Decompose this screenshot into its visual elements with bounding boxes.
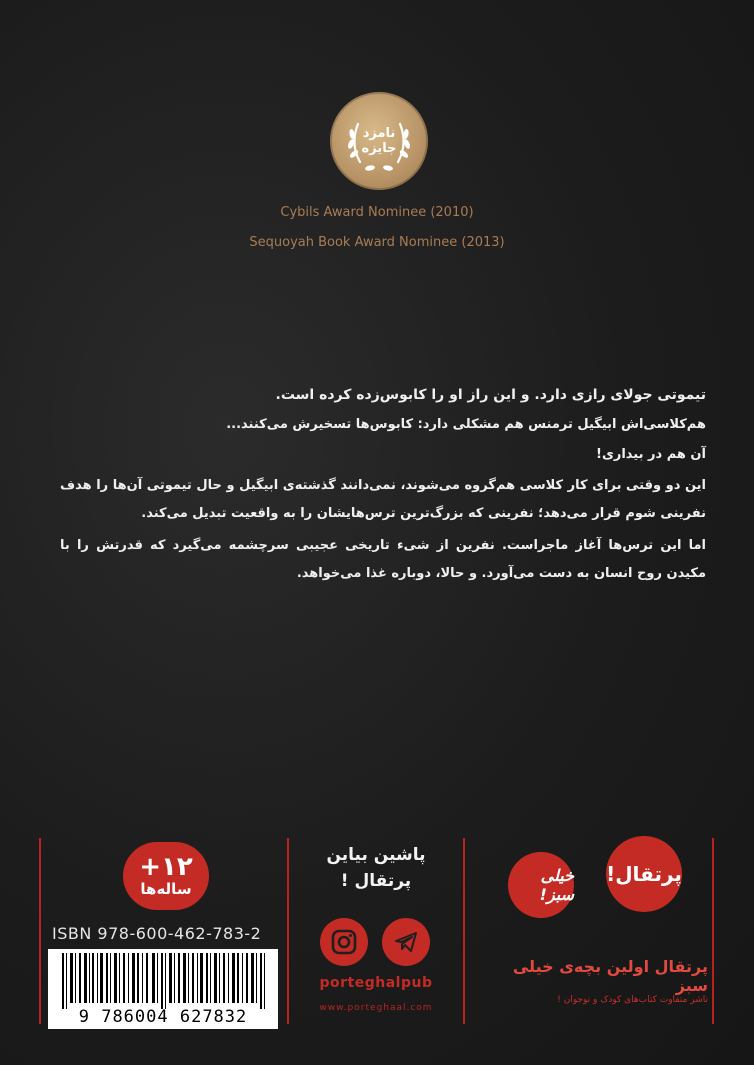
panel-divider: [712, 838, 714, 1024]
book-blurb: [60, 384, 706, 588]
publisher-note: ناشر متفاوت کتاب‌های کودک و نوجوان !: [557, 995, 708, 1005]
award-badge: [330, 92, 428, 190]
award-badge-line2: جایزه: [361, 141, 397, 156]
barcode-digits: 9 786004 627832: [78, 1007, 248, 1027]
telegram-icon[interactable]: [382, 918, 430, 966]
age-rating-number: +۱۲: [139, 852, 193, 882]
instagram-icon[interactable]: [320, 918, 368, 966]
khilisabz-logo: [508, 852, 574, 918]
website-link[interactable]: www.porteghaal.com: [319, 1003, 433, 1013]
blurb-paragraph-5: اما این ترس‌ها آغاز ماجراست. نفرین از شیء تاریخی عجیبی سرچشمه می‌گیرد که قدرتش را با مکیدن روح انسان به دست می‌آورد. و حالا، دوباره غذا می‌خواهد.: [60, 538, 706, 581]
age-rating-badge: [123, 842, 209, 910]
khilisabz-logo-text: خیلی سبز!: [539, 866, 574, 904]
award-badge-line1: نامزد: [362, 126, 396, 141]
telegram-glyph-icon: [392, 928, 420, 956]
instagram-glyph-icon: [330, 928, 358, 956]
publisher-tagline: پرتقال اولین بچه‌ی خیلی سبز: [512, 957, 708, 995]
barcode: [48, 949, 278, 1029]
porteghal-logo: [606, 836, 682, 912]
social-heading: [296, 842, 456, 894]
porteghal-logo-text: پرتقال!: [606, 862, 682, 886]
social-heading-line2: پرتقال !: [340, 871, 412, 891]
blurb-paragraph-4: این دو وقتی برای کار کلاسی هم‌گروه می‌شوند، نمی‌دانند گذشته‌ی ابیگیل و حال تیموتی آن‌ها را هدف نفرینی شوم قرار می‌دهد؛ نفرینی که بزرگ‌ترین ترس‌هایشان را به واقعیت تبدیل می‌کند.: [60, 478, 706, 521]
blurb-lead: تیموتی جولای رازی دارد. و این راز او را کابوس‌زده کرده است.: [275, 387, 706, 403]
award-nominee-sequoyah: Sequoyah Book Award Nominee (2013): [249, 235, 505, 250]
barcode-bars-icon: [48, 949, 278, 1009]
blurb-paragraph-3: آن هم در بیداری!: [596, 447, 706, 462]
social-heading-line1: پاشین بیاین: [326, 845, 426, 865]
panel-divider: [463, 838, 465, 1024]
panel-divider: [39, 838, 41, 1024]
award-nominee-cybils: Cybils Award Nominee (2010): [280, 205, 474, 220]
isbn-number: ISBN 978-600-462-783-2: [52, 924, 262, 943]
blurb-paragraph-2: هم‌کلاسی‌اش ابیگیل ترمنس هم مشکلی دارد: کابوس‌ها تسخیرش می‌کنند...: [226, 417, 706, 432]
social-handle[interactable]: porteghalpub: [319, 975, 433, 991]
panel-divider: [287, 838, 289, 1024]
age-rating-label: ساله‌ها: [140, 880, 192, 898]
